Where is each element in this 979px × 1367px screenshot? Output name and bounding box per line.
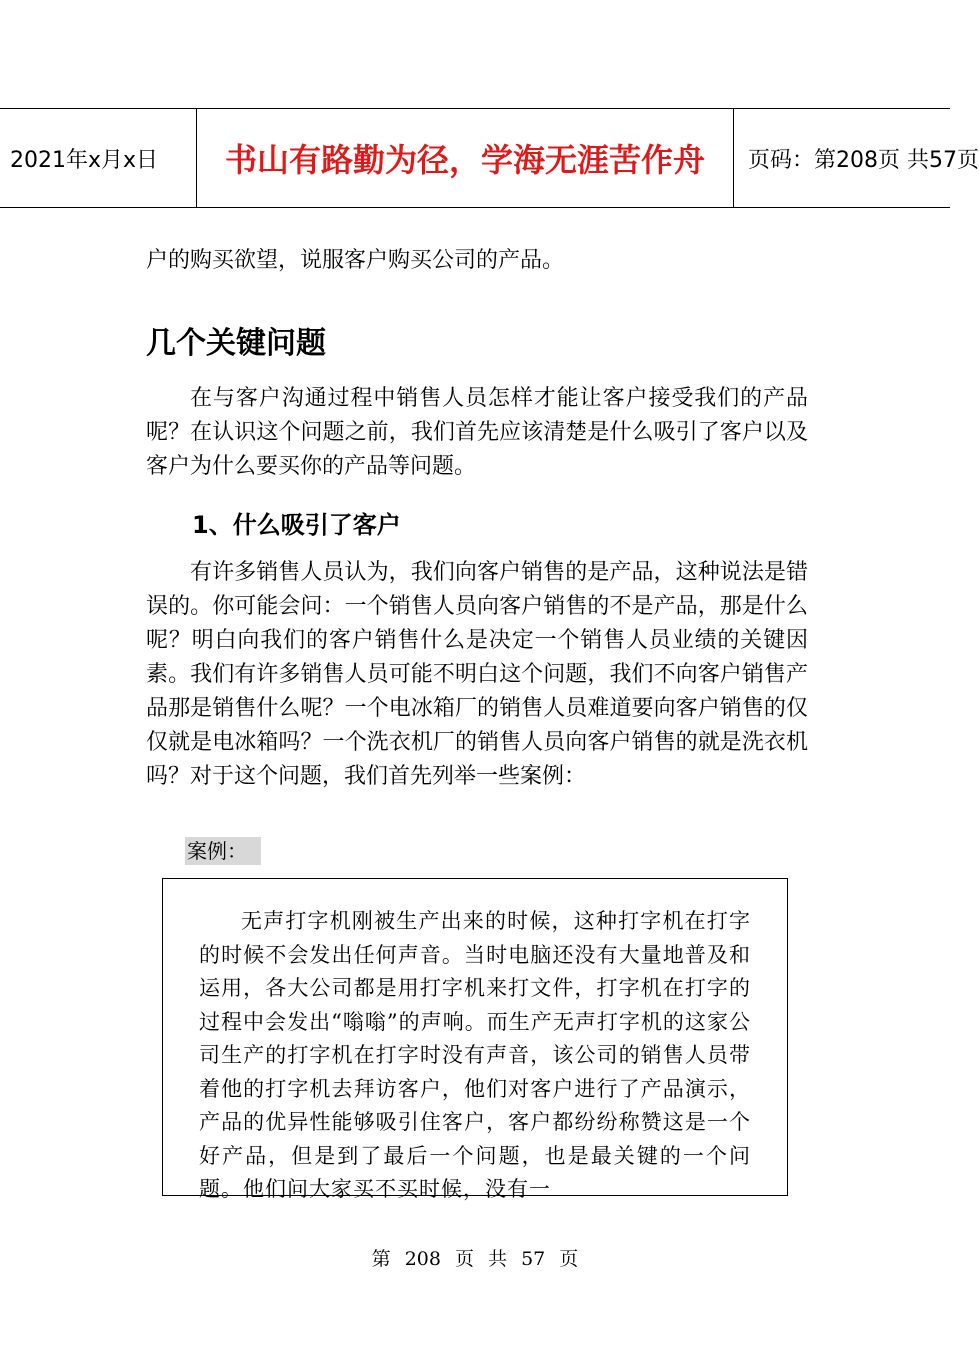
case-box: [162, 878, 788, 1201]
case-label: 案例：: [185, 837, 261, 865]
subsection-paragraph: 有许多销售人员认为，我们向客户销售的是产品，这种说法是错误的。你可能会问：一个销售人员向客户销售的不是产品，那是什么呢？明白向我们的客户销售什么是决定一个销售人员业绩的关键因素。我们有许多销售人员可能不明白这个问题，我们不向客户销售产品那是销售什么呢？一个电冰箱厂的销售人员难道要向客户销售的仅仅就是电冰箱吗？一个洗衣机厂的销售人员向客户销售的就是洗衣机吗？对于这个问题，我们首先列举一些案例：: [146, 560, 808, 789]
page-footer: 第 208 页 共 57 页: [371, 1248, 579, 1270]
header-table: [0, 108, 979, 208]
section-title: 几个关键问题: [146, 326, 326, 361]
header-motto: 书山有路勤为径，学海无涯苦作舟: [197, 109, 734, 207]
header-date: 2021年x月x日: [0, 109, 197, 207]
subsection-title: 1、什么吸引了客户: [192, 511, 401, 539]
intro-line: 户的购买欲望，说服客户购买公司的产品。: [146, 248, 565, 273]
case-text: 无声打字机刚被生产出来的时候，这种打字机在打字的时候不会发出任何声音。当时电脑还没有大量地普及和运用，各大公司都是用打字机来打文件，打字机在打字的过程中会发出“嗡嗡”的声响。而生产无声打字机的这家公司生产的打字机在打字时没有声音，该公司的销售人员带着他的打字机去拜访客户，他们对客户进行了产品演示，产品的优异性能够吸引住客户，客户都纷纷称赞这是一个好产品，但是到了最后一个问题，也是最关键的一个问题。他们问大家买不买时候，没有一: [199, 909, 751, 1201]
header-page-number: 页码：第208页 共57页: [748, 147, 979, 173]
section-paragraph: 在与客户沟通过程中销售人员怎样才能让客户接受我们的产品呢？在认识这个问题之前，我们首先应该清楚是什么吸引了客户以及客户为什么要买你的产品等问题。: [146, 386, 808, 479]
